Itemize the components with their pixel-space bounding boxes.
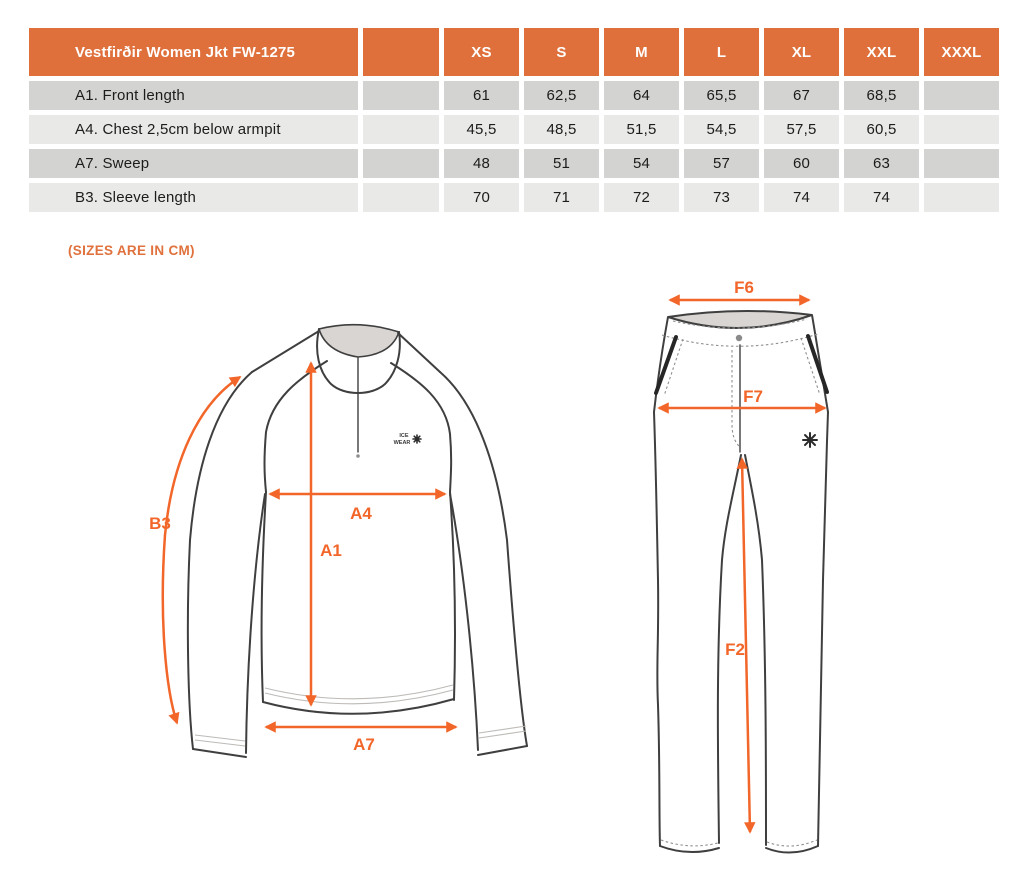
row-label: A7. Sweep	[29, 149, 358, 178]
icewear-snowflake-icon	[413, 435, 421, 443]
size-header-xxxl: XXXL	[924, 28, 999, 76]
size-header-s: S	[524, 28, 599, 76]
cell-value: 48,5	[524, 115, 599, 144]
cell-value: 51,5	[604, 115, 679, 144]
size-header-xxl: XXL	[844, 28, 919, 76]
cell-value: 60,5	[844, 115, 919, 144]
b3-sleeve-arrow	[163, 377, 240, 723]
cell-value: 60	[764, 149, 839, 178]
a4-label: A4	[350, 504, 372, 523]
cell-value: 73	[684, 183, 759, 212]
left-pocket-trim	[656, 337, 676, 393]
a7-label: A7	[353, 735, 375, 754]
cell-value: 45,5	[444, 115, 519, 144]
cell-value: 57,5	[764, 115, 839, 144]
size-header-m: M	[604, 28, 679, 76]
cell-value: 68,5	[844, 81, 919, 110]
cell-value: 54,5	[684, 115, 759, 144]
f6-label: F6	[734, 278, 754, 297]
b3-label: B3	[149, 514, 171, 533]
jacket-drawing	[188, 325, 527, 757]
sizes-in-cm-note: (SIZES ARE IN CM)	[68, 243, 195, 258]
icewear-logo	[394, 433, 421, 446]
cell-value: 74	[844, 183, 919, 212]
cell-value: 61	[444, 81, 519, 110]
icewear-logo-text-wear: WEAR	[393, 440, 411, 446]
cell-value: 71	[524, 183, 599, 212]
f7-label: F7	[743, 387, 763, 406]
row-label: B3. Sleeve length	[29, 183, 358, 212]
pants-drawing	[654, 311, 828, 853]
size-header-xl: XL	[764, 28, 839, 76]
f2-label: F2	[725, 640, 745, 659]
cell-value: 62,5	[524, 81, 599, 110]
cell-value: 74	[764, 183, 839, 212]
product-title: Vestfirðir Women Jkt FW-1275	[29, 28, 358, 76]
size-header-l: L	[684, 28, 759, 76]
cell-value: 72	[604, 183, 679, 212]
cell-value: 67	[764, 81, 839, 110]
cell-value: 63	[844, 149, 919, 178]
cell-value: 48	[444, 149, 519, 178]
cell-value: 57	[684, 149, 759, 178]
cell-value: 64	[604, 81, 679, 110]
icewear-logo-text-ice: ICE	[399, 433, 409, 439]
row-label: A1. Front length	[29, 81, 358, 110]
cell-value: 51	[524, 149, 599, 178]
pants-snowflake-icon	[803, 433, 817, 447]
size-header-xs: XS	[444, 28, 519, 76]
pants-measurements	[659, 278, 825, 832]
cell-value: 70	[444, 183, 519, 212]
row-label: A4. Chest 2,5cm below armpit	[29, 115, 358, 144]
cell-value: 65,5	[684, 81, 759, 110]
cell-value: 54	[604, 149, 679, 178]
a1-label: A1	[320, 541, 342, 560]
